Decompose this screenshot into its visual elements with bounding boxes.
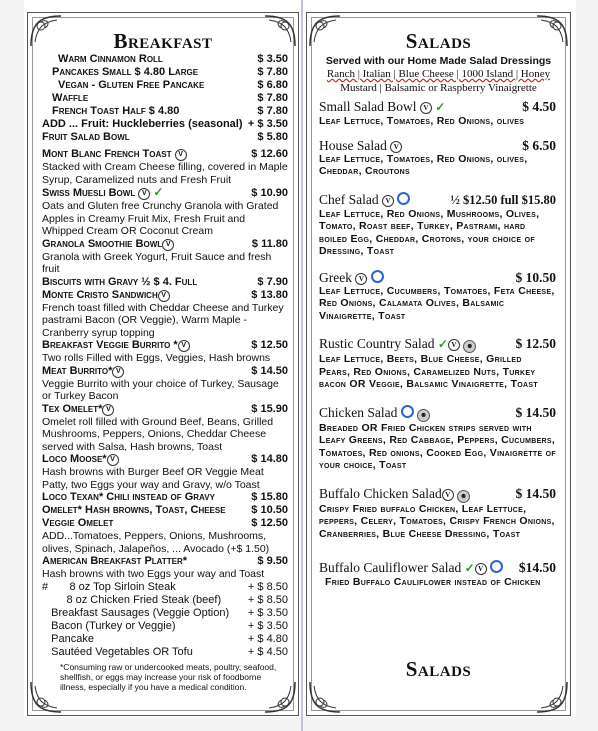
ornament-corner-icon [308,680,342,714]
vegan-icon: V [420,102,432,114]
skull-icon: ☻ [457,490,470,503]
menu-entry: Biscuits with Gravy ½ $ 4. Full $ 7.90 [42,275,288,288]
vegan-icon: V [390,141,402,153]
menu-entry: Small Salad Bowl V ✓ $ 4.50 Leaf Lettuce, Tomatoes, Red Onions, olives [319,99,556,127]
gluten-free-icon [490,560,503,573]
addon-row: 8 oz Chicken Fried Steak (beef) + $ 8.50 [42,593,288,606]
salads-panel [306,12,571,716]
page-fold-divider [301,0,303,731]
vegan-icon: V [158,290,170,302]
menu-entry: Monte Cristo Sandwich V $ 13.80 French toast filled with Cheddar Cheese and Turkey pastrami Bacon (OR Veggie), Warm Maple - Cranberry syrup topping [42,288,288,339]
menu-entry: Mont Blanc French Toast V $ 12.60 Stacked with Cream Cheese filling, covered in Maple Syrup, Caramelized nuts and Fresh Fruit [42,148,288,186]
leaf-check-icon: ✓ [437,337,448,351]
leaf-check-icon: ✓ [153,185,164,199]
menu-item: Waffle $ 7.80 [52,92,288,104]
salad-items [319,99,556,601]
vegan-icon: V [475,563,487,575]
menu-entry: Granola Smoothie Bowl V $ 11.80 Granola with Greek Yogurt, Fruit Sauce and fresh fruit [42,237,288,275]
breakfast-items [42,53,288,692]
skull-icon: ☻ [463,340,476,353]
addon-row: Sautéed Vegetables OR Tofu + $ 4.50 [42,645,288,658]
addon-row: Bacon (Turkey or Veggie) + $ 3.50 [42,619,288,632]
dressings-list: Ranch | Italian | Blue Cheese | 1000 Island | Honey [326,68,551,80]
breakfast-title: Breakfast [113,29,213,53]
vegan-icon: V [102,404,114,416]
menu-entry: Greek V $ 10.50 Leaf Lettuce, Cucumbers, Tomatoes, Feta Cheese, Red Onions, Calamata Olives, Balsamic Vinaigrette, Toast [319,269,556,322]
food-safety-disclaimer: *Consuming raw or undercooked meats, poultry, seafood, shellfish, or eggs may increase your risk of foodborne illness, especially if you have a medical condition. [60,661,277,692]
gluten-free-icon [397,192,410,205]
menu-entry: Meat Burrito* V $ 14.50 Veggie Burrito with your choice of Turkey, Sausage or Turkey Bacon [42,364,288,402]
vegan-icon: V [355,273,367,285]
dressings-list-2: Mustard | Balsamic or Raspberry Vinaigrette [340,82,537,94]
menu-entry: Tex Omelet* V $ 15.90 Omelet roll filled with Ground Beef, Beans, Grilled Mushrooms, Peppers, Onions, Cheddar Cheese served with Salsa, Hash browns, Toast [42,402,288,453]
vegan-icon: V [162,239,174,251]
vegan-icon: V [382,195,394,207]
menu-item: Vegan - Gluten Free Pancake $ 6.80 [58,79,288,91]
menu-item: French Toast Half $ 4.80 $ 7.80 [52,105,288,117]
menu-addon: ADD ... Fruit: Huckleberries (seasonal) + $ 3.50 [42,118,288,130]
menu-entry: Rustic Country Salad ✓ V ☻ $ 12.50 Leaf Lettuce, Beets, Blue Cheese, Grilled Pears, Red Onions, Caramelized Nuts, Turkey bacon OR Veggie, Balsamic Vinaigrette, Toast [319,336,556,390]
vegan-icon: V [175,149,187,161]
salads-title: Salads [405,29,472,53]
vegan-icon: V [442,489,454,501]
vegan-icon: V [107,454,119,466]
menu-item: Fruit Salad Bowl $ 5.80 [42,131,288,143]
addon-row: Pancake + $ 4.80 [42,632,288,645]
vegan-icon: V [138,188,150,200]
menu-entry: Buffalo Chicken Salad V ☻ $ 14.50 Crispy Fried buffalo Chicken, Leaf Lettuce, peppers, Celery, Tomatoes, Crispy French Onions, Cranberries, Blue Cheese Dressing, Toast [319,485,556,540]
breakfast-panel [27,12,299,716]
page-edge-bottom [0,717,598,731]
vegan-icon: V [112,366,124,378]
page-edge-left [0,0,24,731]
dressings-heading: Served with our Home Made Salad Dressings [325,55,552,67]
menu-entry: Chef Salad V ½ $12.50 full $15.80 Leaf Lettuce, Red Onions, Mushrooms, Olives, Tomato, Roast beef, Turkey, Pastrami, hard boiled Egg, Cheddar, Crotons, your choice of Dressing, Toast [319,191,556,257]
menu-entry: Breakfast Veggie Burrito * V $ 12.50 Two rolls Filled with Eggs, Veggies, Hash browns [42,339,288,364]
gluten-free-icon [401,405,414,418]
menu-item: Warm Cinnamon Roll $ 3.50 [58,53,288,65]
salads-footer-title: Salads [405,657,472,681]
menu-entry: Swiss Muesli Bowl V ✓ $ 10.90 Oats and Gluten free Crunchy Granola with Grated Apples in Creamy Fruit Mix, Fresh Fruit and Whipped Cream OR Coconut Cream [42,185,288,237]
menu-entry: Omelet* Hash browns, Toast, Cheese $ 10.50 [42,504,288,516]
vegan-icon: V [448,339,460,351]
menu-entry: American Breakfast Platter* $ 9.50 Hash browns with two Eggs your way and Toast [42,555,288,580]
page-edge-right [576,0,598,731]
menu-entry: Loco Moose* V $ 14.80 Hash browns with Burger Beef OR Veggie Meat Patty, two Eggs your way and Gravy, w/o Toast [42,453,288,491]
leaf-check-icon: ✓ [464,561,475,575]
skull-icon: ☻ [417,409,430,422]
ornament-corner-icon [535,680,569,714]
menu-entry: Veggie Omelet $ 12.50 ADD...Tomatoes, Peppers, Onions, Mushrooms, olives, Spinach, Jalapeños, ... Avocado (+$ 1.50) [42,517,288,555]
menu-entry: Chicken Salad ☻ $ 14.50 Breaded OR Fried Chicken strips served with Leafy Greens, Red Cabbage, Peppers, Cucumbers, Tomatoes, Red onions, Cooked Egg, Vinaigrette of your choice, Toast [319,404,556,471]
menu-entry: House Salad V $ 6.50 Leaf Lettuce, Tomatoes, Red Onions, olives, Cheddar, Croutons [319,137,556,177]
menu-item: Pancakes Small $ 4.80 Large $ 7.80 [52,66,288,78]
addon-row: # 8 oz Top Sirloin Steak + $ 8.50 [42,580,288,593]
vegan-icon: V [178,340,190,352]
addon-row: Breakfast Sausages (Veggie Option) + $ 3.50 [42,606,288,619]
menu-entry: Buffalo Cauliflower Salad ✓ V $14.50 Fried Buffalo Cauliflower instead of Chicken [319,560,556,588]
gluten-free-icon [371,270,384,283]
menu-entry: Loco Texan* Chili instead of Gravy $ 15.80 [42,491,288,503]
leaf-check-icon: ✓ [435,100,446,114]
